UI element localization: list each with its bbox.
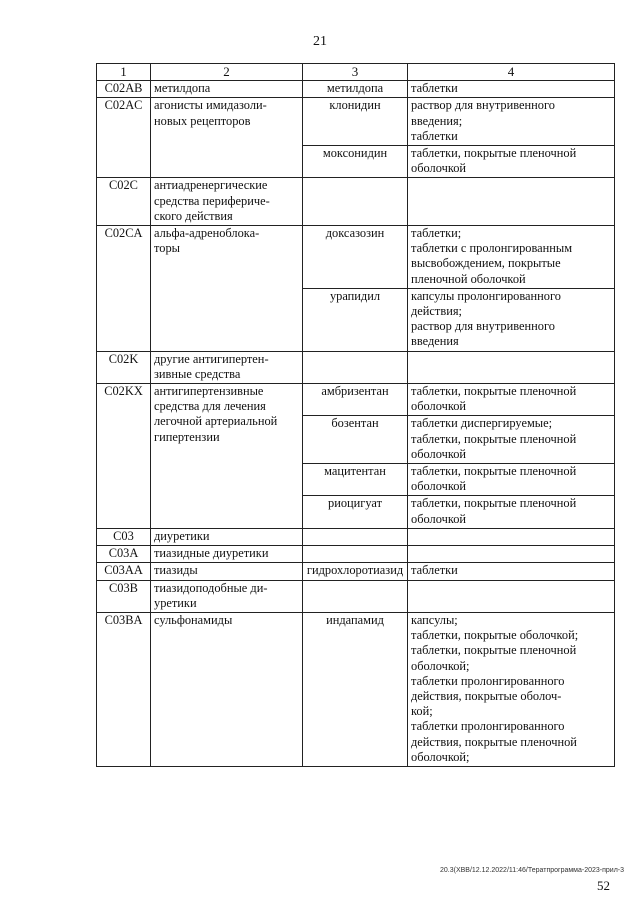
- atc-group-name: [151, 178, 303, 226]
- dosage-form-line: оболочкой;: [411, 749, 470, 764]
- atc-group-name: [151, 98, 303, 178]
- dosage-forms: [408, 528, 615, 545]
- group-line: торы: [154, 241, 180, 256]
- atc-code: C03: [97, 528, 151, 545]
- atc-code: C02K: [97, 351, 151, 383]
- table-row: [97, 98, 615, 146]
- drug-inn: мацитентан: [303, 464, 408, 496]
- dosage-form-line: таблетки;: [411, 226, 462, 241]
- dosage-form-line: высвобождением, покрытые: [411, 256, 561, 271]
- drug-inn: индапамид: [303, 612, 408, 766]
- atc-code: C02CA: [97, 226, 151, 352]
- table-row: [97, 528, 615, 545]
- dosage-form-line: таблетки пролонгированного: [411, 673, 565, 688]
- group-line: тиазидоподобные ди-: [154, 580, 268, 595]
- group-line: зивные средства: [154, 366, 241, 381]
- dosage-form-line: действия, покрытые пленочной: [411, 734, 577, 749]
- atc-group-name: [151, 528, 303, 545]
- group-line: средства для лечения: [154, 399, 266, 414]
- dosage-form-line: введения;: [411, 113, 463, 128]
- dosage-forms: [408, 288, 615, 351]
- dosage-form-line: оболочкой: [411, 446, 467, 461]
- dosage-form-line: действия, покрытые оболоч-: [411, 688, 562, 703]
- atc-code: C03AA: [97, 563, 151, 580]
- atc-code: C02AC: [97, 98, 151, 178]
- group-line: антигипертензивные: [154, 384, 264, 399]
- dosage-form-line: пленочной оболочкой: [411, 271, 526, 286]
- column-header: 4: [408, 64, 615, 81]
- drug-inn: урапидил: [303, 288, 408, 351]
- table-header-row: [97, 64, 615, 81]
- atc-code: C02C: [97, 178, 151, 226]
- atc-group-name: [151, 563, 303, 580]
- page-number: 21: [313, 34, 327, 49]
- drug-table: [96, 63, 615, 767]
- dosage-form-line: таблетки, покрытые пленочной: [411, 384, 577, 399]
- drug-inn: [303, 178, 408, 226]
- dosage-form-line: оболочкой: [411, 511, 467, 526]
- table-row: [97, 612, 615, 766]
- drug-inn: [303, 351, 408, 383]
- drug-inn: [303, 580, 408, 612]
- dosage-forms: [408, 226, 615, 289]
- dosage-form-line: капсулы;: [411, 612, 458, 627]
- drug-inn: моксонидин: [303, 146, 408, 178]
- dosage-form-line: оболочкой;: [411, 658, 470, 673]
- atc-code: C03BA: [97, 612, 151, 766]
- drug-inn: гидрохлоротиазид: [303, 563, 408, 580]
- group-line: ского действия: [154, 208, 233, 223]
- atc-code: C02AB: [97, 81, 151, 98]
- dosage-forms: [408, 496, 615, 528]
- group-line: тиазиды: [154, 563, 198, 578]
- table-row: [97, 81, 615, 98]
- drug-inn: [303, 546, 408, 563]
- dosage-form-line: таблетки, покрытые оболочкой;: [411, 628, 579, 643]
- dosage-form-line: таблетки, покрытые пленочной: [411, 431, 577, 446]
- dosage-form-line: действия;: [411, 304, 462, 319]
- dosage-form-line: таблетки, покрытые пленочной: [411, 643, 577, 658]
- drug-inn: [303, 528, 408, 545]
- dosage-forms: [408, 81, 615, 98]
- dosage-form-line: таблетки пролонгированного: [411, 719, 565, 734]
- atc-group-name: [151, 351, 303, 383]
- dosage-form-line: таблетки: [411, 128, 458, 143]
- column-header: 2: [151, 64, 303, 81]
- table-row: [97, 226, 615, 289]
- dosage-forms: [408, 563, 615, 580]
- dosage-form-line: раствор для внутривенного: [411, 98, 555, 113]
- dosage-form-line: таблетки, покрытые пленочной: [411, 146, 577, 161]
- table-row: [97, 563, 615, 580]
- group-line: тиазидные диуретики: [154, 546, 269, 561]
- dosage-form-line: таблетки, покрытые пленочной: [411, 496, 577, 511]
- dosage-form-line: таблетки диспергируемые;: [411, 416, 553, 431]
- table-row: [97, 580, 615, 612]
- dosage-forms: [408, 612, 615, 766]
- group-line: гипертензии: [154, 429, 220, 444]
- dosage-form-line: капсулы пролонгированного: [411, 288, 561, 303]
- column-header: 1: [97, 64, 151, 81]
- atc-group-name: [151, 580, 303, 612]
- atc-code: C02KX: [97, 384, 151, 529]
- group-line: антиадренергические: [154, 178, 268, 193]
- drug-inn: клонидин: [303, 98, 408, 146]
- dosage-forms: [408, 178, 615, 226]
- dosage-form-line: раствор для внутривенного: [411, 319, 555, 334]
- dosage-forms: [408, 146, 615, 178]
- drug-inn: амбризентан: [303, 384, 408, 416]
- dosage-forms: [408, 580, 615, 612]
- atc-group-name: [151, 384, 303, 529]
- dosage-form-line: оболочкой: [411, 479, 467, 494]
- atc-group-name: [151, 81, 303, 98]
- dosage-forms: [408, 546, 615, 563]
- table-row: [97, 351, 615, 383]
- group-line: средства перифериче-: [154, 193, 270, 208]
- group-line: легочной артериальной: [154, 414, 278, 429]
- sheet-number: 52: [597, 878, 610, 893]
- table-row: [97, 546, 615, 563]
- dosage-form-line: оболочкой: [411, 161, 467, 176]
- dosage-forms: [408, 351, 615, 383]
- group-line: новых рецепторов: [154, 113, 251, 128]
- dosage-forms: [408, 416, 615, 464]
- atc-group-name: [151, 226, 303, 352]
- atc-group-name: [151, 612, 303, 766]
- dosage-forms: [408, 98, 615, 146]
- dosage-forms: [408, 464, 615, 496]
- footer-stamp: 20.3(XBB/12.12.2022/11:46/Тератпрограмма-2023-прил-3: [440, 867, 625, 874]
- dosage-form-line: таблетки: [411, 563, 458, 578]
- dosage-form-line: кой;: [411, 704, 433, 719]
- dosage-form-line: оболочкой: [411, 399, 467, 414]
- table-body: [97, 81, 615, 767]
- column-header: 3: [303, 64, 408, 81]
- group-line: сульфонамиды: [154, 612, 233, 627]
- group-line: диуретики: [154, 528, 210, 543]
- dosage-form-line: таблетки с пролонгированным: [411, 241, 573, 256]
- group-line: метилдопа: [154, 81, 211, 96]
- drug-inn: доксазозин: [303, 226, 408, 289]
- group-line: уретики: [154, 595, 197, 610]
- dosage-form-line: введения: [411, 334, 459, 349]
- atc-code: C03B: [97, 580, 151, 612]
- drug-inn: метилдопа: [303, 81, 408, 98]
- table-row: [97, 178, 615, 226]
- drug-inn: бозентан: [303, 416, 408, 464]
- drug-inn: риоцигуат: [303, 496, 408, 528]
- atc-group-name: [151, 546, 303, 563]
- atc-code: C03A: [97, 546, 151, 563]
- dosage-form-line: таблетки: [411, 81, 458, 96]
- group-line: альфа-адреноблока-: [154, 226, 260, 241]
- dosage-form-line: таблетки, покрытые пленочной: [411, 464, 577, 479]
- group-line: агонисты имидазоли-: [154, 98, 267, 113]
- table-row: [97, 384, 615, 416]
- group-line: другие антигипертен-: [154, 351, 269, 366]
- dosage-forms: [408, 384, 615, 416]
